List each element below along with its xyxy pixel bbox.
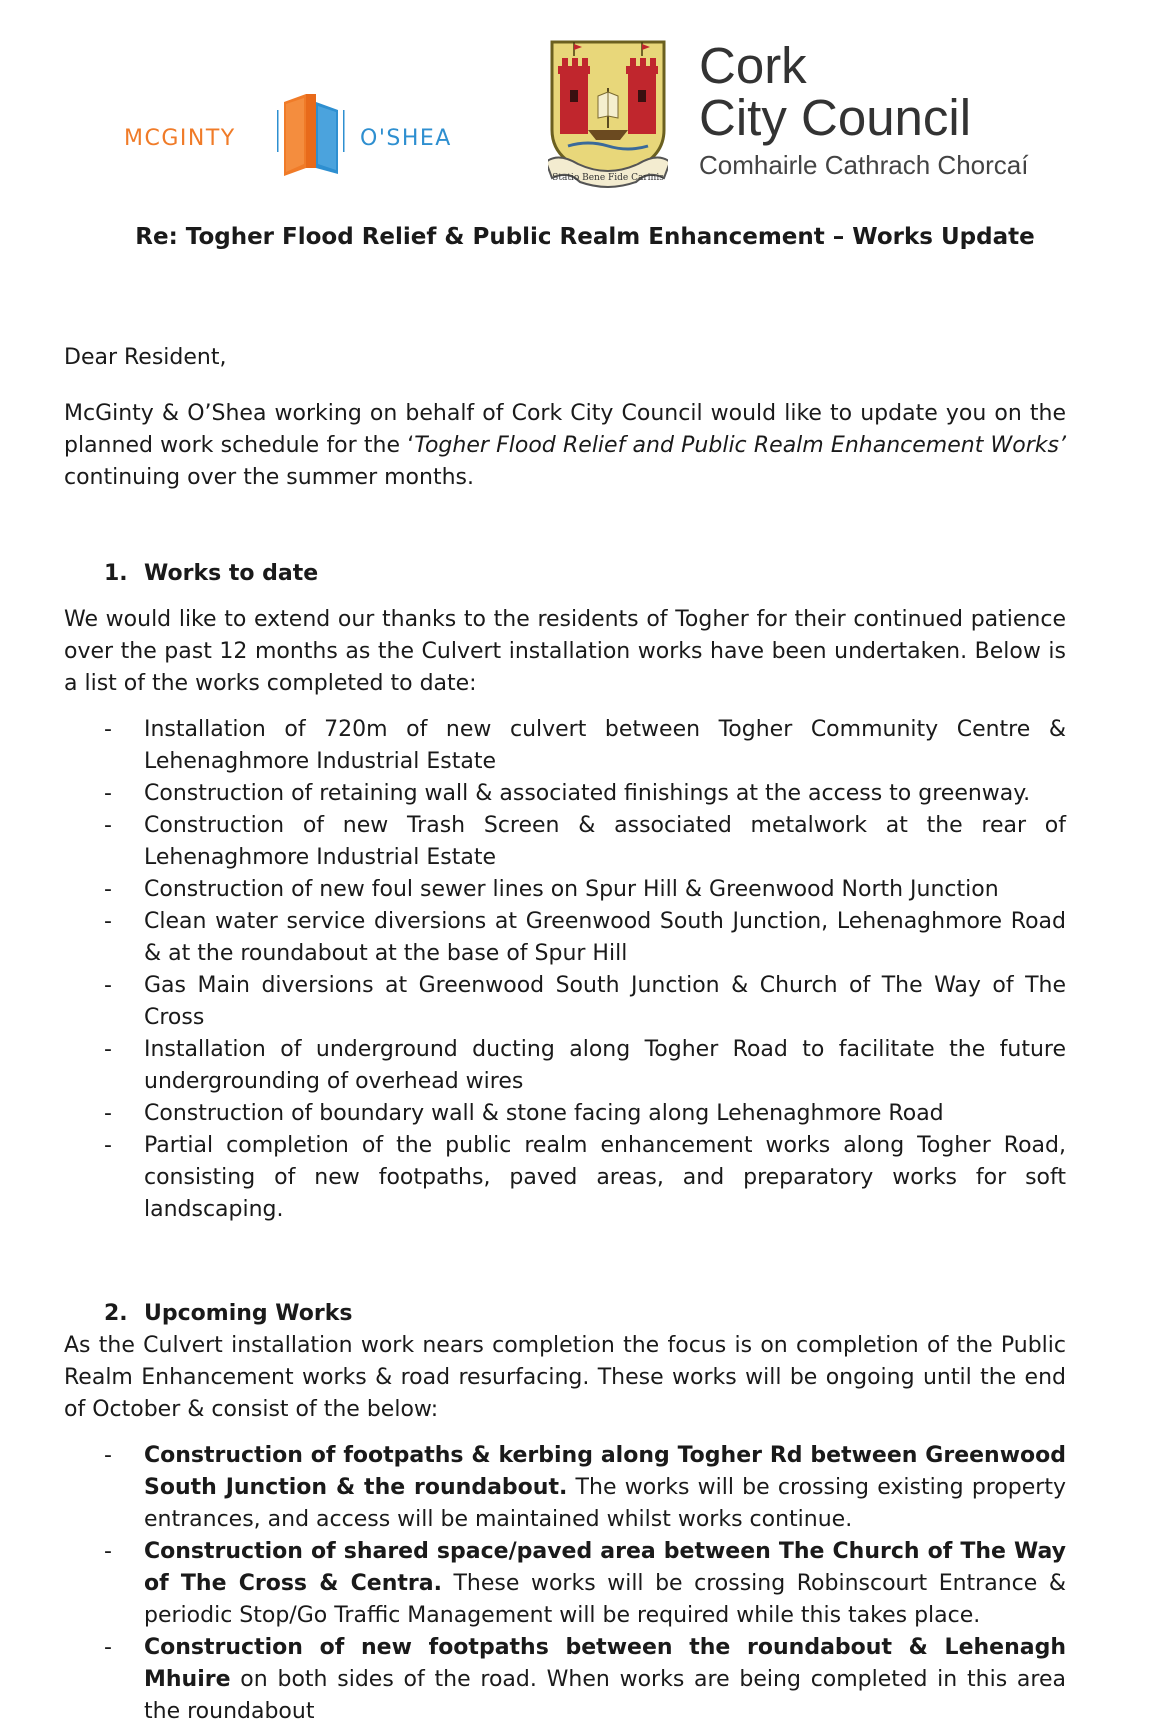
section2-title: Upcoming Works bbox=[144, 1301, 353, 1326]
section2 bbox=[64, 1298, 1066, 1728]
list-item: - Installation of underground ducting along Togher Road to facilitate the future undergrounding of overhead wires bbox=[104, 1037, 1066, 1094]
council-irish-name: Comhairle Cathrach Chorcaí bbox=[699, 150, 1029, 180]
intro-works-name: Togher Flood Relief and Public Realm Enhancement Works’ bbox=[414, 433, 1066, 458]
mcginty-oshea-logo bbox=[124, 94, 494, 180]
upcoming-works-list bbox=[64, 1440, 1066, 1728]
council-name-line2: City Council bbox=[699, 89, 972, 146]
list-item: - Construction of new Trash Screen & associated metalwork at the rear of Lehenaghmore Industrial Estate bbox=[104, 813, 1066, 870]
works-completed-list bbox=[64, 714, 1066, 1226]
section1-number: 1. bbox=[104, 561, 128, 586]
list-item: - Construction of new foul sewer lines on Spur Hill & Greenwood North Junction bbox=[104, 877, 999, 902]
crest-motto: Statio Bene Fide Carinis bbox=[552, 173, 664, 183]
section1-paragraph: We would like to extend our thanks to the residents of Togher for their continued patience over the past 12 months as the Culvert installation works have been undertaken. Below is a list of the works completed to date: bbox=[64, 607, 1066, 696]
letter-body bbox=[64, 342, 1066, 1728]
section2-number: 2. bbox=[104, 1301, 128, 1326]
letter-title: Re: Togher Flood Relief & Public Realm Enhancement – Works Update bbox=[135, 224, 1035, 250]
logo-text-mcginty: MCGINTY bbox=[124, 126, 236, 151]
intro-text-2: continuing over the summer months. bbox=[64, 465, 474, 490]
list-item: - Partial completion of the public realm enhancement works along Togher Road, consisting of new footpaths, paved areas, and preparatory works for soft landscaping. bbox=[104, 1133, 1066, 1222]
door-logo-icon bbox=[276, 94, 346, 176]
list-item: - Construction of retaining wall & associated finishings at the access to greenway. bbox=[104, 781, 1031, 806]
list-item: - Clean water service diversions at Greenwood South Junction, Lehenaghmore Road & at the roundabout at the base of Spur Hill bbox=[104, 909, 1066, 966]
list-item: - Construction of boundary wall & stone facing along Lehenaghmore Road bbox=[104, 1101, 944, 1126]
section1-title: Works to date bbox=[144, 561, 319, 586]
council-name-line1: Cork bbox=[699, 37, 807, 94]
intro-paragraph bbox=[64, 398, 1066, 494]
intro-text-1: McGinty & O’Shea working on behalf of Cork City Council would like to update you on the planned work schedule for the ‘ bbox=[64, 401, 1066, 458]
list-item: - Installation of 720m of new culvert between Togher Community Centre & Lehenaghmore Industrial Estate bbox=[104, 717, 1066, 774]
section2-paragraph: As the Culvert installation work nears completion the focus is on completion of the Public Realm Enhancement works & road resurfacing. These works will be ongoing until the end of October & consist of the below: bbox=[64, 1333, 1066, 1422]
list-item: - Gas Main diversions at Greenwood South Junction & Church of The Way of The Cross bbox=[104, 973, 1066, 1030]
list-item: - Construction of footpaths & kerbing along Togher Rd between Greenwood South Junction & the roundabout. The works will be crossing existing property entrances, and access will be maintained whilst works continue. bbox=[104, 1443, 1066, 1532]
list-item: - Construction of shared space/paved area between The Church of The Way of The Cross & Centra. These works will be crossing Robinscourt Entrance & periodic Stop/Go Traffic Management will be required while this takes place. bbox=[104, 1539, 1066, 1628]
section2-heading bbox=[104, 1298, 1066, 1330]
cork-city-council-logo bbox=[699, 37, 1029, 181]
salutation: Dear Resident, bbox=[64, 345, 227, 370]
list-item: - Construction of new footpaths between the roundabout & Lehenagh Mhuire on both sides of the road. When works are being completed in this area the roundabout bbox=[104, 1635, 1066, 1724]
logo-text-oshea: O'SHEA bbox=[360, 126, 452, 151]
section1-heading bbox=[104, 558, 1066, 590]
cork-crest-icon bbox=[548, 38, 668, 188]
